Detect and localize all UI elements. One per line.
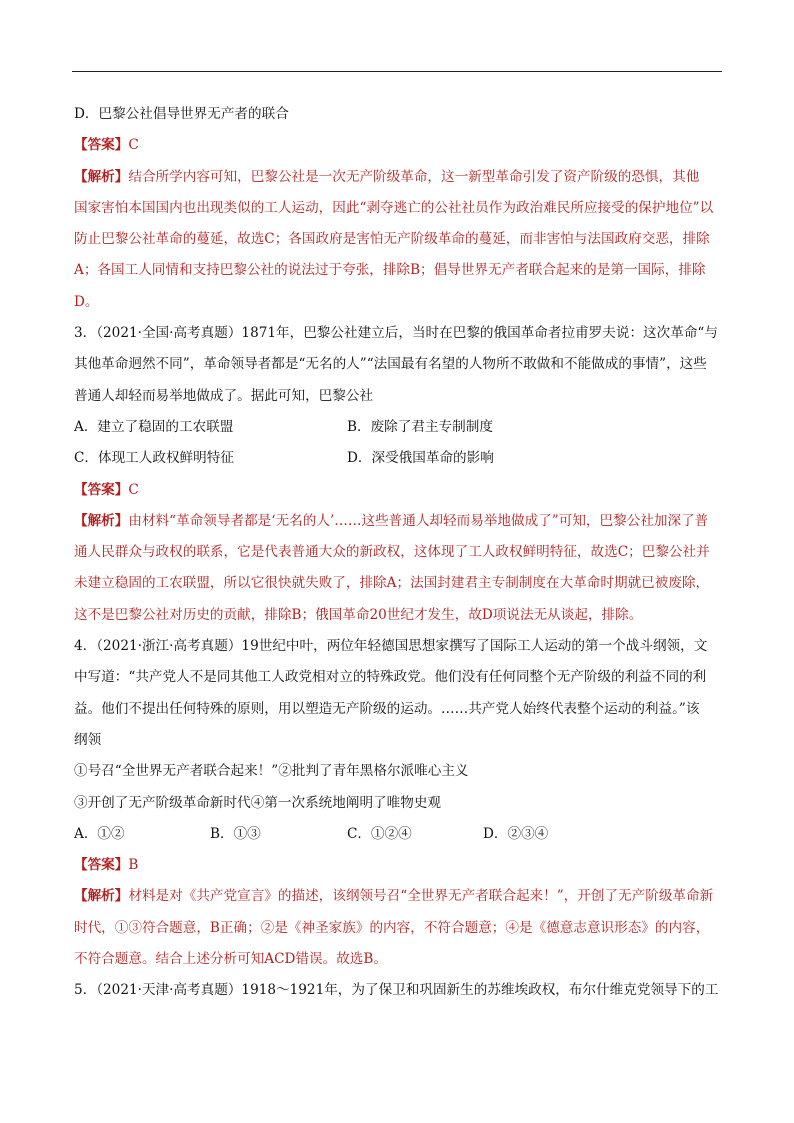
q5-stem-line: 5．（2021·天津·高考真题）1918～1921年，为了保卫和巩固新生的苏维埃政权，布尔什维克党领导下的工 [74, 982, 719, 999]
analysis-tag: 【解析】 [74, 512, 129, 529]
q3-analysis-line: 【解析】由材料“革命领导者都是‘无名的人’……这些普通人却轻而易举地做成了”可知，巴黎公社加深了普 [74, 512, 709, 529]
q4-stem-line: 中写道：“共产党人不是同其他工人政党相对立的特殊政党。他们没有任何同整个无产阶级的利益不同的利 [74, 669, 707, 686]
q2-analysis-line: D。 [74, 293, 99, 310]
q3-analysis-line: 这不是巴黎公社对历史的贡献，排除B；俄国革命20世纪才发生，故D项说法无从谈起，排除。 [74, 606, 643, 623]
q3-analysis-line: 未建立稳固的工农联盟，所以它很快就失败了，排除A；法国封建君主专制制度在大革命时期就已被废除， [74, 575, 710, 592]
q4-stem-line: 4．（2021·浙江·高考真题）19世纪中叶，两位年轻德国思想家撰写了国际工人运动的第一个战斗纲领，文 [74, 638, 708, 655]
analysis-tag: 【解析】 [74, 168, 129, 185]
q3-option-a: A．建立了稳固的工农联盟 [74, 418, 234, 435]
q2-analysis-line: 【解析】结合所学内容可知，巴黎公社是一次无产阶级革命，这一新型革命引发了资产阶级的恐惧，其他 [74, 168, 700, 185]
answer-value: B [128, 857, 139, 874]
header-rule [72, 71, 722, 72]
q4-option-c: C．①②④ [347, 825, 412, 842]
q2-option-d: D．巴黎公社倡导世界无产者的联合 [74, 106, 289, 122]
q3-answer [74, 475, 726, 506]
q3-option-c: C．体现工人政权鲜明特征 [74, 450, 234, 467]
q3-stem-line: 普通人却轻而易举地做成了。据此可知，巴黎公社 [74, 387, 374, 404]
q3-analysis-line: 通人民群众与政权的联系，它是代表普通大众的新政权，这体现了工人政权鲜明特征，故选C；巴黎公社并 [74, 544, 710, 561]
q3-options-row [74, 412, 726, 443]
q4-option-a: A．①② [74, 825, 125, 842]
answer-tag: 【答案】 [74, 857, 129, 874]
q4-analysis-line: 【解析】材料是对《共产党宣言》的描述，该纲领号召“全世界无产者联合起来！”，开创了无产阶级革命新 [74, 888, 714, 905]
q4-stem-line: 纲领 [74, 731, 102, 748]
q4-options-row [74, 819, 726, 850]
q4-analysis-line: 时代，①③符合题意，B正确；②是《神圣家族》的内容，不符合题意；④是《德意志意识形态》的内容， [74, 919, 710, 936]
q4-statement: ③开创了无产阶级革命新时代④第一次系统地阐明了唯物史观 [74, 794, 442, 811]
q4-option-b: B．①③ [210, 825, 261, 842]
q4-statement: ①号召“全世界无产者联合起来！”②批判了青年黑格尔派唯心主义 [74, 763, 469, 780]
q4-analysis-line: 不符合题意。结合上述分析可知ACD错误。故选B。 [74, 951, 387, 968]
q2-analysis-line: A；各国工人同情和支持巴黎公社的说法过于夸张，排除B；倡导世界无产者联合起来的是第一国际，排除 [74, 262, 706, 279]
q3-stem-line: 3．（2021·全国·高考真题）1871年，巴黎公社建立后，当时在巴黎的俄国革命者拉甫罗夫说：这次革命“与 [74, 325, 718, 342]
q2-answer [74, 130, 726, 161]
q3-stem-line: 其他革命迥然不同”，革命领导者都是“无名的人”“法国最有名望的人物所不敢做和不能做成的事情”，这些 [74, 356, 707, 373]
q4-option-d: D．②③④ [483, 825, 549, 842]
answer-value: C [128, 481, 139, 498]
q2-analysis-line: 防止巴黎公社革命的蔓延，故选C；各国政府是害怕无产阶级革命的蔓延，而非害怕与法国政府交恶，排除 [74, 231, 710, 248]
answer-tag: 【答案】 [74, 481, 129, 498]
answer-tag: 【答案】 [74, 137, 129, 154]
q3-options-row [74, 443, 726, 474]
answer-value: C [128, 137, 139, 154]
q4-stem-line: 益。他们不提出任何特殊的原则，用以塑造无产阶级的运动。……共产党人始终代表整个运动的利益。”该 [74, 700, 700, 717]
q3-option-b: B．废除了君主专制制度 [347, 418, 493, 435]
q4-answer [74, 850, 726, 881]
document-body [74, 99, 726, 1007]
q2-analysis-line: 国家害怕本国国内也出现类似的工人运动，因此“剥夺逃亡的公社社员作为政治难民所应接受的保护地位”以 [74, 199, 714, 216]
q3-option-d: D．深受俄国革命的影响 [347, 450, 494, 467]
analysis-tag: 【解析】 [74, 888, 129, 905]
